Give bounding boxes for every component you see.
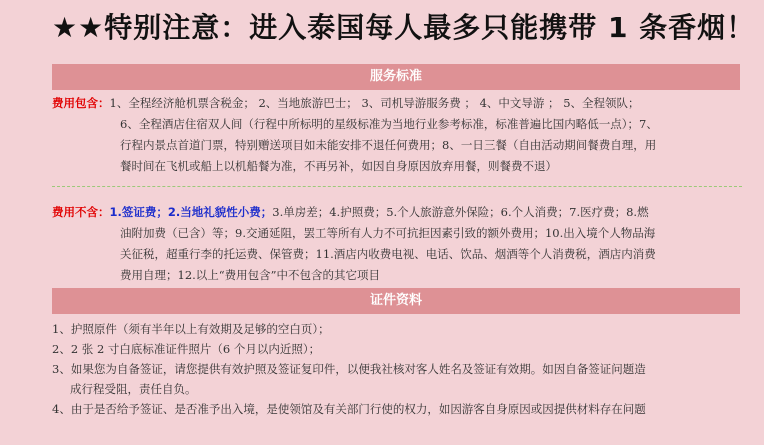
fee-excluded-line: 油附加费（已含）等；9.交通延阻，罢工等所有人力不可抗拒因素引致的额外费用；10.出入境个人物品海	[120, 226, 656, 240]
smoking-notice: ★★特别注意：进入泰国每人最多只能携带 1 条香烟！	[52, 11, 756, 44]
document-item: 3、如果您为自备签证，请您提供有效护照及签证复印件，以便我社核对客人姓名及签证有效期。如因自备签证问题造	[52, 362, 646, 376]
fee-included-line: 餐时间在飞机或船上以机船餐为准，不再另补，如因自身原因放弃用餐，则餐费不退）	[120, 159, 557, 173]
fee-excluded-block	[52, 202, 742, 286]
document-item: 4、由于是否给予签证、是否准予出入境，是使领馆及有关部门行使的权力，如因游客自身原因或因提供材料存在问题	[52, 402, 646, 416]
fee-included-line: 行程内景点首道门票，特别赠送项目如未能安排不退任何费用；8、一日三餐（自由活动期间餐费自理，用	[120, 138, 657, 152]
section-divider	[52, 186, 742, 187]
fee-included-text: 1、全程经济舱机票含税金； 2、当地旅游巴士； 3、司机导游服务费 ； 4、中文导游 ； 5、全程领队；	[109, 96, 640, 110]
document-item-continuation: 成行程受阻，责任自负。	[70, 382, 197, 396]
fee-included-line	[52, 93, 742, 114]
fee-included-block	[52, 93, 742, 177]
fee-excluded-text: 3.单房差；4.护照费；5.个人旅游意外保险；6.个人消费；7.医疗费；8.燃	[272, 205, 649, 219]
fee-excluded-line: 关征税，超重行李的托运费、保管费；11.酒店内收费电视、电话、饮品、烟酒等个人消费税，酒店内消费	[120, 247, 656, 261]
documents-header: 证件资料	[52, 288, 740, 314]
fee-excluded-line	[52, 202, 742, 223]
fee-excluded-highlight: 1.签证费；2.当地礼貌性小费；	[109, 205, 273, 219]
service-standard-header: 服务标准	[52, 64, 740, 90]
fee-excluded-label: 费用不含：	[52, 205, 110, 219]
document-item: 1、护照原件（须有半年以上有效期及足够的空白页）；	[52, 322, 330, 336]
document-item: 2、2 张 2 寸白底标准证件照片（6 个月以内近照）；	[52, 342, 321, 356]
documents-list	[52, 319, 752, 419]
fee-included-label: 费用包含：	[52, 96, 110, 110]
fee-included-line: 6、全程酒店住宿双人间（行程中所标明的星级标准为当地行业参考标准，标准普遍比国内略低一点）；7、	[120, 117, 658, 131]
fee-excluded-line: 费用自理；12.以上“费用包含”中不包含的其它项目	[120, 268, 381, 282]
